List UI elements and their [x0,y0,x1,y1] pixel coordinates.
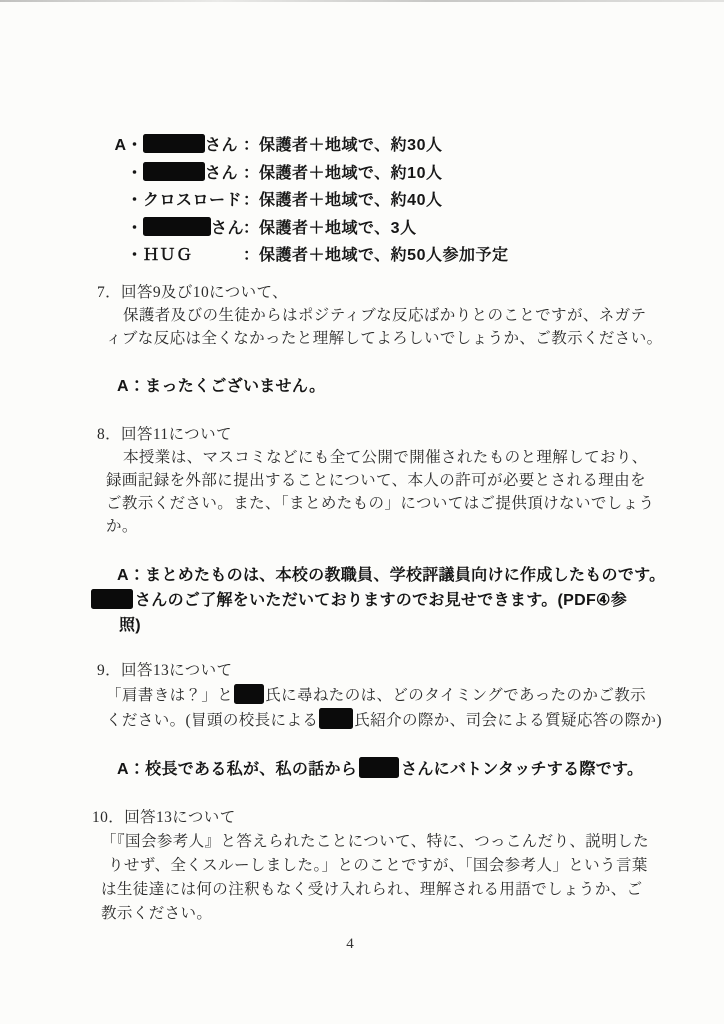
attendee-name [143,160,243,183]
list-bullet: ・ [126,247,143,265]
question-line: 教示ください。 [101,905,213,922]
question-line: 本授業は、マスコミなどにも全て公開で開催されたものと理解しており、 [123,449,648,466]
section-10-heading: 10．回答13について [92,809,236,826]
answer-line: A：まったくございません。 [117,378,326,395]
section-9-heading: 9．回答13について [97,662,233,679]
attendance-list [111,130,508,268]
answer-line: さんのご了解をいただいておりますのでお見せできます。(PDF④参 [91,588,677,613]
scan-edge-artifact [0,0,724,2]
attendee-count: 保護者＋地域で、約40人 [259,192,443,210]
scan-noise-specks [0,0,2,2]
section-8-answer [97,563,677,638]
redacted-name-box [319,708,353,729]
attendee-name: クロスロード [143,192,243,210]
name-suffix: さん [205,137,239,155]
section-10 [92,806,672,926]
page-number: 4 [346,936,354,952]
colon: ： [243,219,260,237]
question-line: ご教示ください。また、「まとめたもの」についてはご提供頂けないでしょう [106,495,655,512]
redacted-name-box [359,757,399,778]
question-line: か。 [106,518,138,535]
redacted-name-box [143,134,205,153]
answer-line: A：校長である私が、私の話から さんにバトンタッチする際です。 [117,757,677,782]
list-bullet: A・ [114,137,143,155]
attendee-name [143,215,243,238]
list-item [111,240,508,268]
question-line: 「『国会参考人』と答えられたことについて、特に、つっこんだり、説明した [101,833,649,850]
redacted-name-box [91,589,133,609]
section-8 [97,423,677,538]
question-line: 「肩書きは？」と 氏に尋ねたのは、どのタイミングであったのかご教示 [106,683,677,708]
question-line: りせず、全くスルーしました。」とのことですが、「国会参考人」という言葉 [108,857,648,874]
redacted-name-box [143,217,211,236]
colon: ： [243,192,260,210]
name-suffix: さん [211,219,245,237]
attendee-name [143,132,243,155]
list-bullet: ・ [126,164,143,182]
redacted-name-box [143,162,205,181]
answer-line: A：まとめたものは、本校の教職員、学校評議員向けに作成したものです。 [117,567,666,584]
colon: ： [243,247,260,265]
question-line: ィブな反応は全くなかったと理解してよろしいでしょうか、ご教示ください。 [106,330,663,347]
section-7 [97,281,677,350]
section-9-answer [97,757,677,782]
colon: ： [243,137,260,155]
section-7-heading: 7．回答9及び10について、 [97,284,288,301]
list-bullet: ・ [126,219,143,237]
colon: ： [243,164,260,182]
question-line: は生徒達には何の注釈もなく受け入れられ、理解される用語でしょうか、ご [101,881,643,898]
list-item [111,213,508,241]
attendee-count: 保護者＋地域で、約50人参加予定 [259,247,509,265]
name-suffix: さん [205,164,239,182]
list-item [111,130,508,158]
redacted-name-box [234,684,264,704]
list-item [111,158,508,186]
attendee-name: ＨＵＧ [143,247,193,265]
list-bullet: ・ [126,192,143,210]
attendee-count: 保護者＋地域で、3人 [259,219,417,237]
attendee-count: 保護者＋地域で、約30人 [259,137,443,155]
section-8-heading: 8．回答11について [97,426,232,443]
question-line: 保護者及びの生徒からはポジティブな反応ばかりとのことですが、ネガテ [123,307,647,324]
question-line: 録画記録を外部に提出することについて、本人の許可が必要とされる理由を [106,472,646,489]
section-7-answer [97,374,677,399]
attendee-count: 保護者＋地域で、約10人 [259,164,443,182]
section-9 [97,658,677,733]
list-item [111,185,508,213]
question-line: ください。(冒頭の校長による 氏紹介の際か、司会による質疑応答の際か) [106,708,677,733]
answer-line: 照) [119,617,141,634]
